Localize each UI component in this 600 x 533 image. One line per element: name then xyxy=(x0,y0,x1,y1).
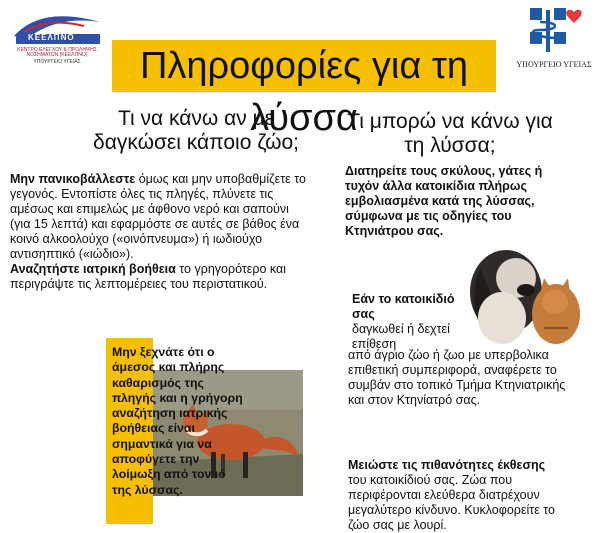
vaccination-tip: Διατηρείτε τους σκύλους, γάτες ή τυχόν άλλα κατοικίδια πλήρως εμβολιασμένα κατά της λύσσας, σύμφωνα με τις οδηγίες του Κτηνιάτρου σας. xyxy=(345,164,543,238)
seek-help-text: το γρηγορότερο και περιγράψτε τις λεπτομέρειες του περιστατικού. xyxy=(10,262,287,291)
keelpno-logo xyxy=(4,8,114,68)
bite-advice-paragraph xyxy=(10,172,306,262)
page-title: Πληροφορίες για τη λύσσα xyxy=(112,40,496,92)
keelpno-subtitle: ΚΕΝΤΡΟ ΕΛΕΓΧΟΥ & ΠΡΟΛΗΨΗΣ ΝΟΣΗΜΑΤΩΝ (ΚΕΕΛΠΝΟ) xyxy=(17,47,97,58)
no-panic-label: Μην πανικοβάλλεστε xyxy=(10,172,136,186)
right-heading: Τι μπορώ να κάνω για τη λύσσα; xyxy=(347,110,553,157)
ministry-logo xyxy=(512,6,596,70)
reduce-exposure-text: του κατοικίδιού σας. Ζώα που περιφέρονται ελεύθερα διατρέχουν μεγαλύτερο κίνδυνο. Κυκλοφορείτε το ζώο σας με λουρί. xyxy=(348,473,555,532)
reduce-exposure-label: Μειώστε τις πιθανότητες έκθεσης xyxy=(348,458,546,472)
dog-cat-illustration xyxy=(460,232,590,348)
pet-attacked-text: δαγκωθεί ή δεχτεί επίθεση xyxy=(352,322,450,351)
wash-instructions: όμως και μην υποβαθμίζετε το γεγονός. Εντοπίστε όλες τις πληγές, πλύνετε τις αμέσως και επιμελώς με άφθονο νερό και σαπούνι (για 15 λεπτά) και εφαρμόστε σε αυτές σε βάθος ένα κοινό αλκοολούχο («οινόπνευμα») ή ιωδιούχο αντισηπτικό («ιώδιο»). xyxy=(10,172,306,261)
pet-report-text: από άγριο ζώο ή ζωο με υπερβολικα επιθετική συμπεριφορά, αναφέρετε το συμβάν στο τοπικό Τμήμα Κτηνιατρικής και στον Κτηνίατρό σας. xyxy=(348,348,566,407)
medical-help-paragraph xyxy=(10,262,306,292)
left-heading: Τι να κάνω αν με δαγκώσει κάποιο ζώο; xyxy=(93,107,299,154)
left-body xyxy=(10,172,306,292)
note-text: Μην ξεχνάτε ότι ο άμεσος και πλήρης καθαρισμός της πληγής και η γρήγορη αναζήτηση ιατρικής βοήθειας είναι σημαντικά για να αποφύγετε την λοίμωξη από τον ιό της λύσσας. xyxy=(112,345,243,497)
medical-cross-icon xyxy=(512,6,596,56)
seek-help-label: Αναζητήστε ιατρική βοήθεια xyxy=(10,262,176,276)
keelpno-ministry: ΥΠΟΥΡΓΕΙΟ ΥΓΕΙΑΣ xyxy=(33,59,81,65)
keelpno-name: ΚΕΕΛΠΝΟ xyxy=(28,33,75,42)
ministry-name: ΥΠΟΥΡΓΕΙΟ ΥΓΕΙΑΣ xyxy=(516,60,592,69)
pet-attack-intro xyxy=(352,292,462,352)
exposure-tip xyxy=(348,458,578,533)
pet-label: Εάν το κατοικίδιό σας xyxy=(352,292,455,321)
